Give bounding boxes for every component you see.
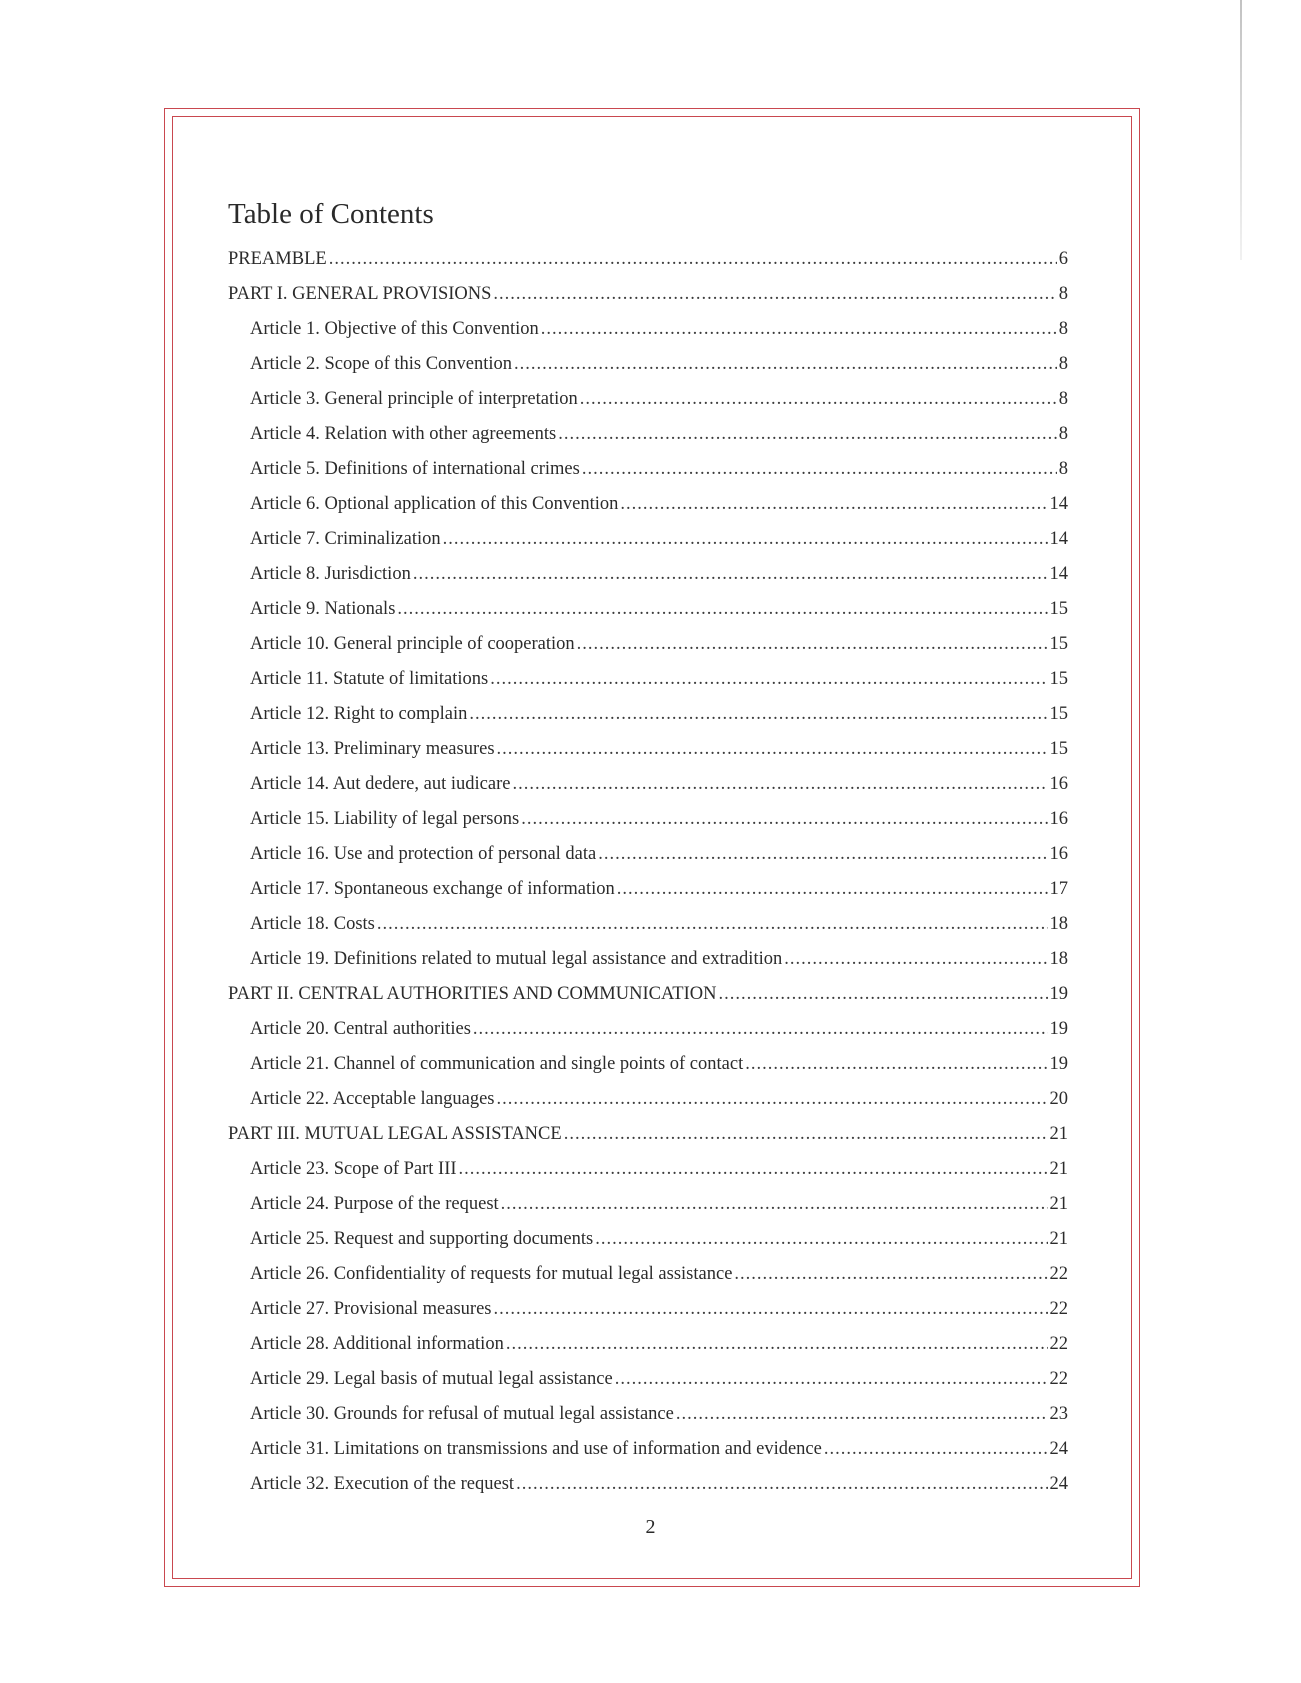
toc-entry-page-number: 22 xyxy=(1049,1334,1068,1354)
toc-dot-leader xyxy=(397,592,1047,627)
toc-entry-label: PREAMBLE xyxy=(228,249,327,269)
toc-entry-page-number: 19 xyxy=(1049,1054,1068,1074)
toc-entry-label: Article 31. Limitations on transmissions and use of information and evidence xyxy=(250,1439,822,1459)
toc-dot-leader xyxy=(443,522,1048,557)
toc-title: Table of Contents xyxy=(228,198,434,230)
toc-dot-leader xyxy=(598,837,1047,872)
toc-entry-label: Article 30. Grounds for refusal of mutual legal assistance xyxy=(250,1404,674,1424)
toc-dot-leader xyxy=(582,452,1057,487)
toc-entry-page-number: 18 xyxy=(1049,914,1068,934)
toc-dot-leader xyxy=(497,732,1048,767)
toc-article-entry[interactable] xyxy=(228,697,1068,732)
toc-entry-label: Article 10. General principle of cooperation xyxy=(250,634,575,654)
toc-dot-leader xyxy=(558,417,1057,452)
toc-entry-page-number: 15 xyxy=(1049,739,1068,759)
toc-entry-label: PART III. MUTUAL LEGAL ASSISTANCE xyxy=(228,1124,562,1144)
toc-entry-label: Article 12. Right to complain xyxy=(250,704,468,724)
toc-entry-page-number: 8 xyxy=(1058,354,1068,374)
toc-entry-page-number: 14 xyxy=(1049,564,1068,584)
toc-article-entry[interactable] xyxy=(228,1222,1068,1257)
toc-entry-page-number: 8 xyxy=(1058,459,1068,479)
toc-article-entry[interactable] xyxy=(228,1397,1068,1432)
toc-entry-label: Article 17. Spontaneous exchange of information xyxy=(250,879,615,899)
toc-entry-label: Article 9. Nationals xyxy=(250,599,396,619)
toc-article-entry[interactable] xyxy=(228,1257,1068,1292)
toc-dot-leader xyxy=(676,1397,1048,1432)
toc-entry-page-number: 14 xyxy=(1049,529,1068,549)
toc-entry-label: Article 14. Aut dedere, aut iudicare xyxy=(250,774,511,794)
toc-article-entry[interactable] xyxy=(228,452,1068,487)
toc-entry-page-number: 15 xyxy=(1049,634,1068,654)
toc-entry-page-number: 6 xyxy=(1058,249,1068,269)
toc-dot-leader xyxy=(564,1117,1048,1152)
toc-dot-leader xyxy=(615,1362,1048,1397)
toc-entry-label: Article 11. Statute of limitations xyxy=(250,669,489,689)
toc-article-entry[interactable] xyxy=(228,732,1068,767)
toc-article-entry[interactable] xyxy=(228,347,1068,382)
toc-dot-leader xyxy=(413,557,1048,592)
toc-entry-label: Article 4. Relation with other agreements xyxy=(250,424,557,444)
toc-article-entry[interactable] xyxy=(228,872,1068,907)
toc-dot-leader xyxy=(620,487,1047,522)
toc-dot-leader xyxy=(580,382,1057,417)
toc-dot-leader xyxy=(617,872,1048,907)
toc-dot-leader xyxy=(506,1327,1048,1362)
toc-article-entry[interactable] xyxy=(228,837,1068,872)
toc-entry-page-number: 8 xyxy=(1058,284,1068,304)
toc-entry-page-number: 22 xyxy=(1049,1299,1068,1319)
toc-article-entry[interactable] xyxy=(228,1012,1068,1047)
toc-part-entry[interactable] xyxy=(228,277,1068,312)
toc-article-entry[interactable] xyxy=(228,1467,1068,1502)
toc-entry-page-number: 18 xyxy=(1049,949,1068,969)
toc-entry-label: Article 19. Definitions related to mutual legal assistance and extradition xyxy=(250,949,783,969)
toc-dot-leader xyxy=(490,662,1047,697)
toc-entry-page-number: 8 xyxy=(1058,424,1068,444)
toc-dot-leader xyxy=(469,697,1047,732)
toc-entry-label: Article 29. Legal basis of mutual legal assistance xyxy=(250,1369,613,1389)
toc-dot-leader xyxy=(497,1082,1048,1117)
toc-dot-leader xyxy=(459,1152,1048,1187)
toc-article-entry[interactable] xyxy=(228,312,1068,347)
toc-dot-leader xyxy=(512,767,1047,802)
toc-dot-leader xyxy=(329,242,1057,277)
toc-entry-page-number: 14 xyxy=(1049,494,1068,514)
toc-article-entry[interactable] xyxy=(228,1292,1068,1327)
toc-article-entry[interactable] xyxy=(228,802,1068,837)
toc-entry-label: Article 24. Purpose of the request xyxy=(250,1194,499,1214)
toc-dot-leader xyxy=(595,1222,1047,1257)
toc-article-entry[interactable] xyxy=(228,1187,1068,1222)
toc-entry-label: Article 1. Objective of this Convention xyxy=(250,319,539,339)
toc-entry-label: Article 7. Criminalization xyxy=(250,529,441,549)
toc-article-entry[interactable] xyxy=(228,1327,1068,1362)
toc-article-entry[interactable] xyxy=(228,522,1068,557)
toc-dot-leader xyxy=(473,1012,1048,1047)
toc-entry-page-number: 16 xyxy=(1049,809,1068,829)
toc-entry-page-number: 22 xyxy=(1049,1369,1068,1389)
toc-entry-label: Article 6. Optional application of this Convention xyxy=(250,494,619,514)
toc-dot-leader xyxy=(514,347,1057,382)
toc-dot-leader xyxy=(541,312,1057,347)
toc-article-entry[interactable] xyxy=(228,1082,1068,1117)
toc-entry-page-number: 17 xyxy=(1049,879,1068,899)
toc-dot-leader xyxy=(577,627,1048,662)
toc-entry-label: Article 5. Definitions of international crimes xyxy=(250,459,580,479)
toc-entry-label: Article 25. Request and supporting documents xyxy=(250,1229,594,1249)
toc-entry-label: Article 2. Scope of this Convention xyxy=(250,354,513,374)
toc-entry-page-number: 15 xyxy=(1049,599,1068,619)
toc-entry-label: Article 15. Liability of legal persons xyxy=(250,809,520,829)
toc-dot-leader xyxy=(718,977,1047,1012)
toc-part-entry[interactable] xyxy=(228,242,1068,277)
toc-article-entry[interactable] xyxy=(228,767,1068,802)
toc-entry-page-number: 8 xyxy=(1058,319,1068,339)
toc-article-entry[interactable] xyxy=(228,382,1068,417)
toc-entry-page-number: 21 xyxy=(1049,1124,1068,1144)
toc-entry-label: Article 22. Acceptable languages xyxy=(250,1089,495,1109)
toc-entry-page-number: 19 xyxy=(1049,1019,1068,1039)
toc-dot-leader xyxy=(745,1047,1047,1082)
toc-dot-leader xyxy=(377,907,1048,942)
toc-article-entry[interactable] xyxy=(228,942,1068,977)
toc-list xyxy=(228,242,1068,1502)
toc-entry-label: Article 20. Central authorities xyxy=(250,1019,471,1039)
scan-edge-shadow xyxy=(1240,0,1242,260)
toc-part-entry[interactable] xyxy=(228,1117,1068,1152)
toc-article-entry[interactable] xyxy=(228,907,1068,942)
toc-entry-page-number: 23 xyxy=(1049,1404,1068,1424)
toc-dot-leader xyxy=(493,1292,1047,1327)
toc-article-entry[interactable] xyxy=(228,662,1068,697)
toc-entry-label: Article 27. Provisional measures xyxy=(250,1299,492,1319)
toc-entry-label: Article 13. Preliminary measures xyxy=(250,739,495,759)
toc-entry-label: Article 16. Use and protection of personal data xyxy=(250,844,597,864)
toc-dot-leader xyxy=(521,802,1047,837)
toc-article-entry[interactable] xyxy=(228,1362,1068,1397)
toc-dot-leader xyxy=(516,1467,1047,1502)
toc-entry-page-number: 21 xyxy=(1049,1194,1068,1214)
toc-entry-page-number: 16 xyxy=(1049,844,1068,864)
toc-article-entry[interactable] xyxy=(228,592,1068,627)
toc-entry-label: PART II. CENTRAL AUTHORITIES AND COMMUNICATION xyxy=(228,984,717,1004)
toc-entry-label: Article 28. Additional information xyxy=(250,1334,504,1354)
toc-article-entry[interactable] xyxy=(228,1047,1068,1082)
toc-entry-page-number: 19 xyxy=(1049,984,1068,1004)
toc-entry-label: Article 32. Execution of the request xyxy=(250,1474,515,1494)
toc-article-entry[interactable] xyxy=(228,627,1068,662)
toc-part-entry[interactable] xyxy=(228,977,1068,1012)
toc-entry-page-number: 21 xyxy=(1049,1159,1068,1179)
toc-entry-label: PART I. GENERAL PROVISIONS xyxy=(228,284,492,304)
toc-article-entry[interactable] xyxy=(228,1152,1068,1187)
toc-entry-page-number: 20 xyxy=(1049,1089,1068,1109)
toc-dot-leader xyxy=(824,1432,1048,1467)
toc-entry-label: Article 23. Scope of Part III xyxy=(250,1159,457,1179)
toc-entry-label: Article 21. Channel of communication and single points of contact xyxy=(250,1054,744,1074)
toc-entry-page-number: 15 xyxy=(1049,704,1068,724)
toc-dot-leader xyxy=(501,1187,1048,1222)
toc-entry-page-number: 24 xyxy=(1049,1474,1068,1494)
toc-article-entry[interactable] xyxy=(228,487,1068,522)
toc-entry-label: Article 3. General principle of interpretation xyxy=(250,389,578,409)
toc-entry-page-number: 16 xyxy=(1049,774,1068,794)
toc-entry-label: Article 26. Confidentiality of requests for mutual legal assistance xyxy=(250,1264,733,1284)
toc-entry-page-number: 21 xyxy=(1049,1229,1068,1249)
toc-entry-page-number: 8 xyxy=(1058,389,1068,409)
toc-entry-label: Article 18. Costs xyxy=(250,914,375,934)
toc-entry-page-number: 22 xyxy=(1049,1264,1068,1284)
toc-entry-page-number: 15 xyxy=(1049,669,1068,689)
page-number: 2 xyxy=(645,1516,656,1538)
toc-entry-label: Article 8. Jurisdiction xyxy=(250,564,411,584)
toc-dot-leader xyxy=(784,942,1047,977)
toc-dot-leader xyxy=(493,277,1056,312)
toc-article-entry[interactable] xyxy=(228,417,1068,452)
toc-dot-leader xyxy=(734,1257,1047,1292)
toc-entry-page-number: 24 xyxy=(1049,1439,1068,1459)
toc-article-entry[interactable] xyxy=(228,557,1068,592)
toc-article-entry[interactable] xyxy=(228,1432,1068,1467)
